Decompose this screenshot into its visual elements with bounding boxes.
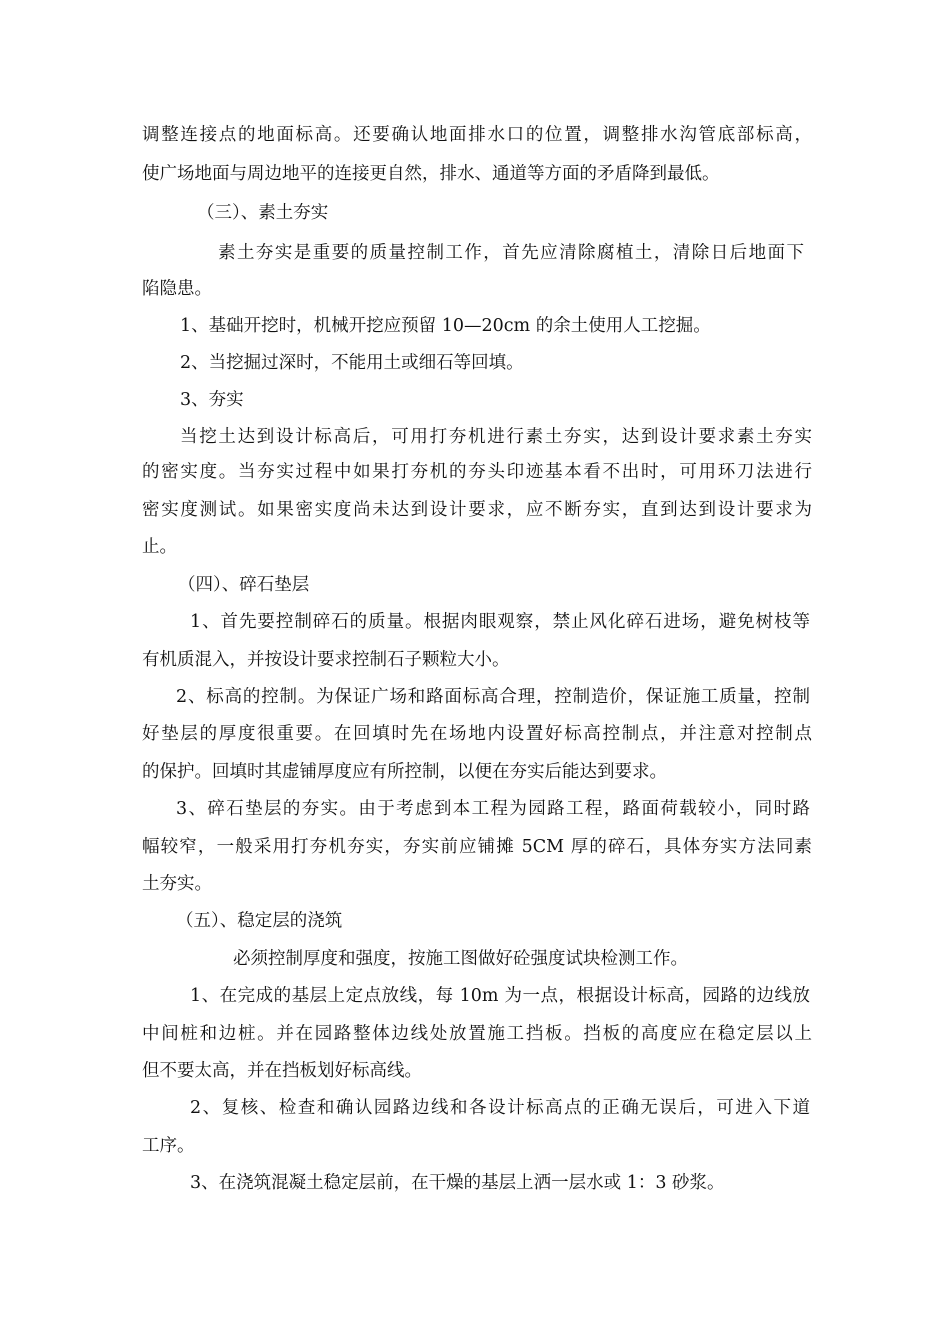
paragraph-line: 幅较窄，一般采用打夯机夯实，夯实前应铺摊 5CM 厚的碎石，具体夯实方法同素 <box>142 837 812 857</box>
paragraph-line: 的密实度。当夯实过程中如果打夯机的夯头印迹基本看不出时，可用环刀法进行 <box>142 462 812 482</box>
paragraph-line: 调整连接点的地面标高。还要确认地面排水口的位置，调整排水沟管底部标高， <box>142 125 812 145</box>
paragraph-line: 的保护。回填时其虚铺厚度应有所控制，以便在夯实后能达到要求。 <box>142 762 667 782</box>
paragraph-line: 有机质混入，并按设计要求控制石子颗粒大小。 <box>142 650 510 670</box>
paragraph-line: 使广场地面与周边地平的连接更自然，排水、通道等方面的矛盾降到最低。 <box>142 164 720 184</box>
paragraph-line: 密实度测试。如果密实度尚未达到设计要求，应不断夯实，直到达到设计要求为 <box>142 500 812 520</box>
paragraph-line: 好垫层的厚度很重要。在回填时先在场地内设置好标高控制点，并注意对控制点 <box>142 724 812 744</box>
list-item: 3、夯实 <box>180 390 244 410</box>
paragraph-line: 2、复核、检查和确认园路边线和各设计标高点的正确无误后，可进入下道 <box>190 1098 810 1118</box>
paragraph-line: 工序。 <box>142 1136 195 1156</box>
paragraph-line: 2、标高的控制。为保证广场和路面标高合理，控制造价，保证施工质量，控制 <box>176 687 810 707</box>
paragraph-line: 1、在完成的基层上定点放线，每 10m 为一点，根据设计标高，园路的边线放 <box>190 986 810 1006</box>
paragraph-line: 土夯实。 <box>142 874 212 894</box>
paragraph-line: 素土夯实是重要的质量控制工作，首先应清除腐植土，清除日后地面下 <box>218 243 804 263</box>
paragraph-line: 但不要太高，并在挡板划好标高线。 <box>142 1061 422 1081</box>
paragraph-line: 中间桩和边桩。并在园路整体边线处放置施工挡板。挡板的高度应在稳定层以上 <box>142 1024 812 1044</box>
section-heading: （三）、素土夯实 <box>197 203 329 223</box>
paragraph-line: 必须控制厚度和强度，按施工图做好砼强度试块检测工作。 <box>233 949 688 969</box>
section-heading: （五）、稳定层的浇筑 <box>176 911 343 931</box>
list-item: 3、在浇筑混凝土稳定层前，在干燥的基层上洒一层水或 1：3 砂浆。 <box>190 1173 725 1193</box>
section-heading: （四）、碎石垫层 <box>178 575 310 595</box>
list-item: 1、基础开挖时，机械开挖应预留 10—20cm 的余土使用人工挖掘。 <box>180 316 711 336</box>
paragraph-line: 当挖土达到设计标高后，可用打夯机进行素土夯实，达到设计要求素土夯实 <box>180 427 812 447</box>
paragraph-line: 1、首先要控制碎石的质量。根据肉眼观察，禁止风化碎石进场，避免树枝等 <box>190 612 810 632</box>
paragraph-line: 3、碎石垫层的夯实。由于考虑到本工程为园路工程，路面荷载较小，同时路 <box>176 799 810 819</box>
list-item: 2、当挖掘过深时，不能用土或细石等回填。 <box>180 353 524 373</box>
paragraph-line: 陷隐患。 <box>142 279 212 299</box>
paragraph-line: 止。 <box>142 537 177 557</box>
